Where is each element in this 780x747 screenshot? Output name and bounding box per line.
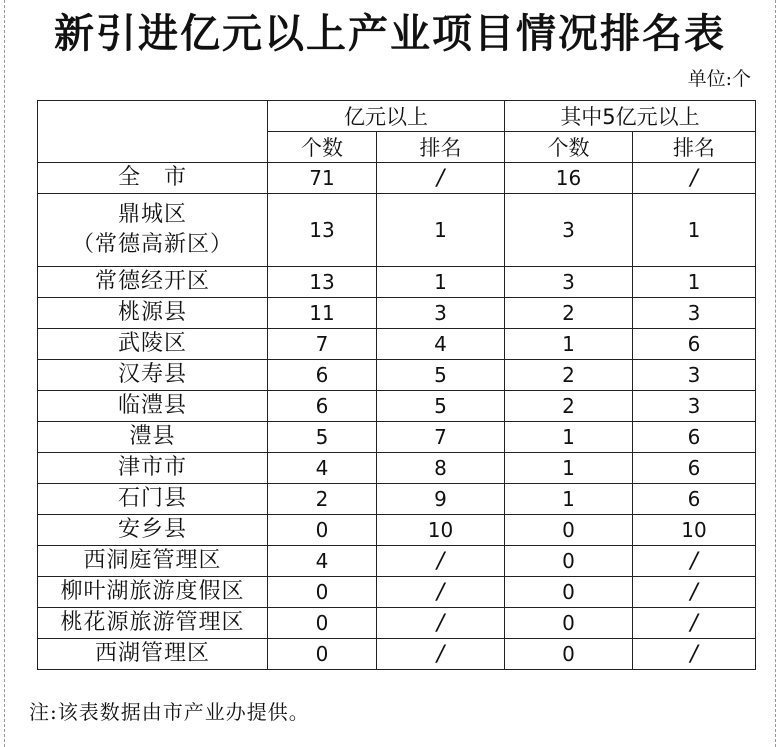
count-over-100m-cell: 4	[268, 546, 377, 577]
table-row	[38, 329, 756, 360]
region-cell	[38, 267, 268, 298]
rank-over-100m-cell: /	[377, 163, 505, 194]
rank-over-100m-cell: 10	[377, 515, 505, 546]
count-over-500m-cell: 0	[505, 639, 633, 670]
region-name: 柳叶湖旅游度假区	[60, 579, 245, 604]
count-over-100m-cell: 6	[268, 360, 377, 391]
header-count-2: 个数	[505, 132, 633, 163]
rank-over-100m-cell: /	[377, 546, 505, 577]
header-row-group	[38, 101, 756, 132]
region-name: 鼎城区	[117, 202, 187, 227]
region-cell	[38, 391, 268, 422]
rank-over-100m-cell: 5	[377, 391, 505, 422]
table-row	[38, 163, 756, 194]
rank-over-500m-cell: 3	[633, 391, 756, 422]
table-row	[38, 515, 756, 546]
count-over-100m-cell: 11	[268, 298, 377, 329]
table-row	[38, 546, 756, 577]
rank-over-100m-cell: 3	[377, 298, 505, 329]
region-name: 西洞庭管理区	[83, 548, 222, 573]
count-over-500m-cell: 1	[505, 453, 633, 484]
region-cell	[38, 639, 268, 670]
count-over-100m-cell: 6	[268, 391, 377, 422]
rank-over-500m-cell: 3	[633, 298, 756, 329]
count-over-500m-cell: 0	[505, 546, 633, 577]
header-region-blank	[38, 101, 268, 163]
region-cell	[38, 608, 268, 639]
rank-over-500m-cell: /	[633, 546, 756, 577]
page-title: 新引进亿元以上产业项目情况排名表	[54, 10, 726, 57]
count-over-100m-cell: 0	[268, 639, 377, 670]
count-over-500m-cell: 2	[505, 391, 633, 422]
rank-over-100m-cell: 8	[377, 453, 505, 484]
header-count-1: 个数	[268, 132, 377, 163]
rank-over-100m-cell: 1	[377, 194, 505, 267]
count-over-100m-cell: 71	[268, 163, 377, 194]
region-cell	[38, 298, 268, 329]
region-name: 西湖管理区	[94, 641, 210, 666]
count-over-500m-cell: 1	[505, 422, 633, 453]
rank-over-500m-cell: 3	[633, 360, 756, 391]
count-over-100m-cell: 0	[268, 515, 377, 546]
table-row	[38, 298, 756, 329]
page-frame	[4, 0, 776, 747]
count-over-100m-cell: 0	[268, 577, 377, 608]
rank-over-500m-cell: 6	[633, 453, 756, 484]
table-body	[38, 163, 756, 670]
region-cell	[38, 515, 268, 546]
rank-over-100m-cell: /	[377, 608, 505, 639]
count-over-500m-cell: 1	[505, 484, 633, 515]
header-rank-1: 排名	[377, 132, 505, 163]
region-name: 临澧县	[117, 393, 187, 418]
table-row	[38, 267, 756, 298]
rank-over-500m-cell: 1	[633, 194, 756, 267]
region-name: 汉寿县	[117, 362, 187, 387]
region-name: 全 市	[117, 165, 187, 190]
count-over-500m-cell: 2	[505, 360, 633, 391]
rank-over-500m-cell: 10	[633, 515, 756, 546]
rank-over-500m-cell: /	[633, 163, 756, 194]
rank-over-500m-cell: 6	[633, 484, 756, 515]
region-name: 桃源县	[117, 300, 187, 325]
header-group-over-100m: 亿元以上	[268, 101, 505, 132]
rank-over-500m-cell: 6	[633, 329, 756, 360]
unit-label: 单位:个	[687, 68, 751, 90]
rank-over-100m-cell: /	[377, 639, 505, 670]
rank-over-500m-cell: 6	[633, 422, 756, 453]
rank-over-100m-cell: /	[377, 577, 505, 608]
table-row	[38, 453, 756, 484]
header-group-over-500m: 其中5亿元以上	[505, 101, 756, 132]
region-name: 武陵区	[117, 331, 187, 356]
region-cell	[38, 546, 268, 577]
region-name: 澧县	[129, 424, 176, 449]
count-over-500m-cell: 3	[505, 194, 633, 267]
region-name: 石门县	[117, 486, 187, 511]
region-cell	[38, 329, 268, 360]
count-over-500m-cell: 0	[505, 577, 633, 608]
table-row	[38, 360, 756, 391]
rank-over-100m-cell: 4	[377, 329, 505, 360]
rank-over-100m-cell: 5	[377, 360, 505, 391]
region-name: 常德经开区	[94, 269, 210, 294]
header-rank-2: 排名	[633, 132, 756, 163]
table-row	[38, 639, 756, 670]
rank-over-500m-cell: /	[633, 639, 756, 670]
count-over-100m-cell: 5	[268, 422, 377, 453]
table-row	[38, 577, 756, 608]
count-over-500m-cell: 16	[505, 163, 633, 194]
count-over-100m-cell: 13	[268, 267, 377, 298]
count-over-500m-cell: 2	[505, 298, 633, 329]
count-over-500m-cell: 0	[505, 608, 633, 639]
count-over-100m-cell: 13	[268, 194, 377, 267]
rank-over-500m-cell: 1	[633, 267, 756, 298]
region-cell	[38, 194, 268, 267]
rank-over-100m-cell: 1	[377, 267, 505, 298]
count-over-100m-cell: 2	[268, 484, 377, 515]
region-name: 桃花源旅游管理区	[60, 610, 245, 635]
count-over-500m-cell: 1	[505, 329, 633, 360]
table-row	[38, 422, 756, 453]
region-cell	[38, 484, 268, 515]
count-over-100m-cell: 4	[268, 453, 377, 484]
rank-over-100m-cell: 9	[377, 484, 505, 515]
ranking-table	[37, 100, 756, 670]
rank-over-500m-cell: /	[633, 577, 756, 608]
region-cell	[38, 163, 268, 194]
footnote: 注:该表数据由市产业办提供。	[29, 700, 310, 724]
table-row	[38, 608, 756, 639]
count-over-100m-cell: 0	[268, 608, 377, 639]
count-over-500m-cell: 0	[505, 515, 633, 546]
table-row	[38, 484, 756, 515]
table-row	[38, 194, 756, 267]
region-cell	[38, 453, 268, 484]
region-subname: （常德高新区）	[71, 232, 233, 257]
region-cell	[38, 577, 268, 608]
region-name: 津市市	[117, 455, 187, 480]
region-cell	[38, 422, 268, 453]
count-over-100m-cell: 7	[268, 329, 377, 360]
count-over-500m-cell: 3	[505, 267, 633, 298]
table-row	[38, 391, 756, 422]
region-cell	[38, 360, 268, 391]
rank-over-500m-cell: /	[633, 608, 756, 639]
region-name: 安乡县	[117, 517, 187, 542]
rank-over-100m-cell: 7	[377, 422, 505, 453]
